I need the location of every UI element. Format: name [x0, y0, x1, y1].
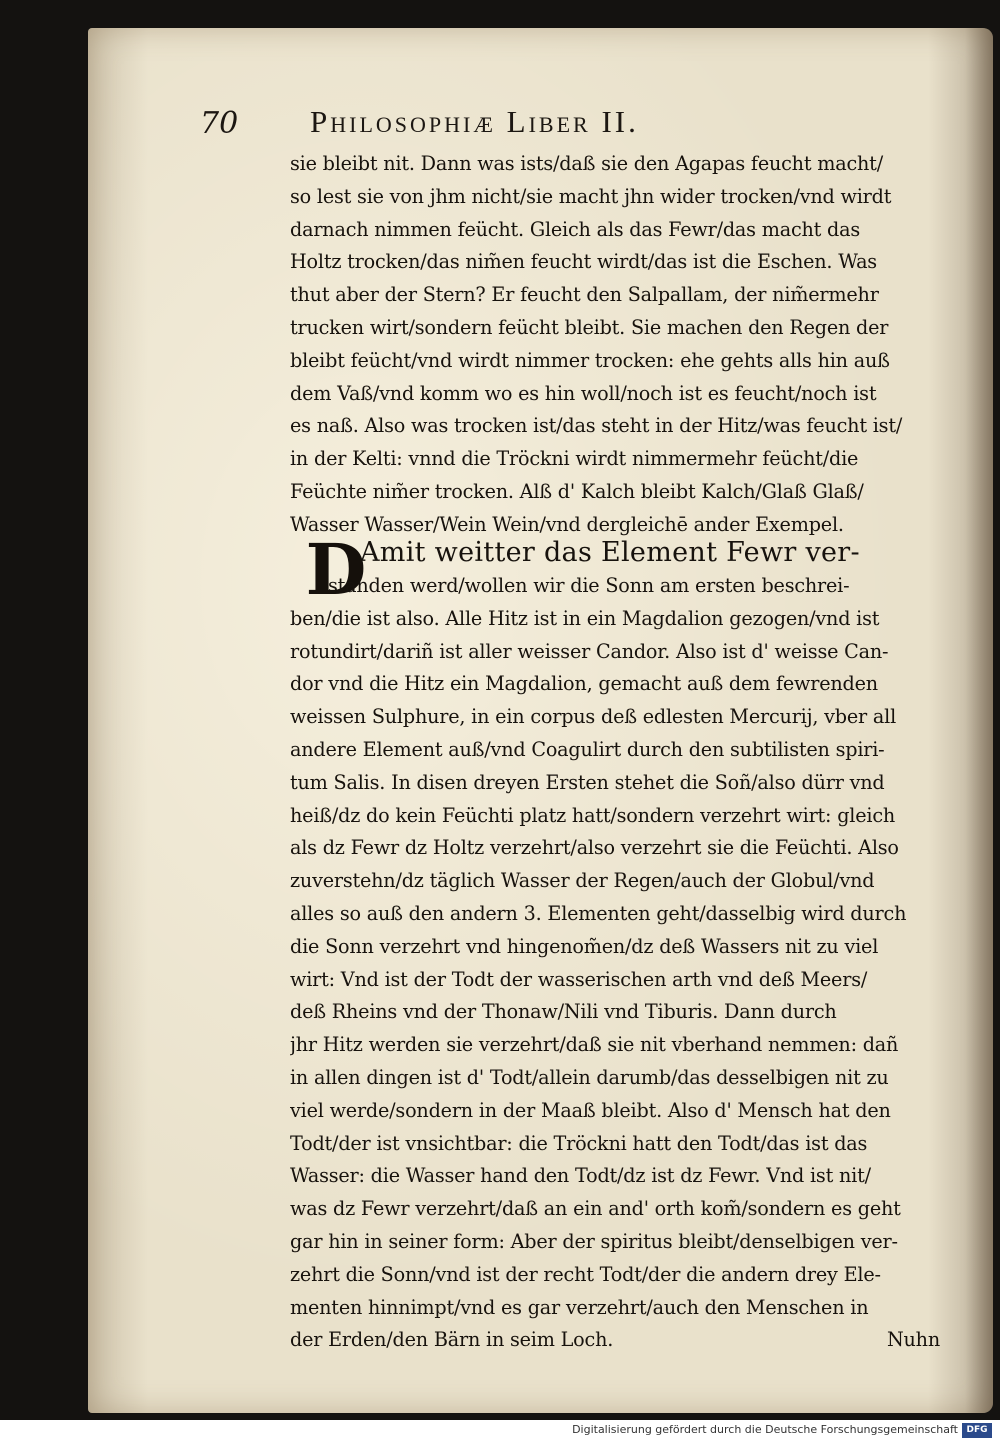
text-line: thut aber der Stern? Er feucht den Salpallam, der nim̃ermehr — [290, 283, 879, 307]
paragraph-2-last-line: der Erden/den Bärn in seim Loch. — [290, 1328, 614, 1352]
funding-credit: Digitalisierung gefördert durch die Deutsche Forschungsgemeinschaft — [572, 1423, 958, 1436]
paragraph-2-second-line: standen werd/wollen wir die Sonn am ersten beschrei- — [328, 574, 850, 597]
text-line: trucken wirt/sondern feücht bleibt. Sie machen den Regen der — [290, 315, 889, 339]
text-line: so lest sie von jhm nicht/sie macht jhn wider trocken/vnd wirdt — [290, 184, 892, 208]
text-line: jhr Hitz werden sie verzehrt/daß sie nit vberhand nemmen: dañ — [290, 1033, 899, 1057]
text-line: alles so auß den andern 3. Elementen geht/dasselbig wird durch — [290, 901, 907, 925]
page-edge-shadow — [965, 28, 993, 1413]
text-line: andere Element auß/vnd Coagulirt durch den subtilisten spiri- — [290, 737, 885, 761]
paragraph-2-lines — [290, 603, 940, 1325]
text-line: gar hin in seiner form: Aber der spiritus bleibt/denselbigen ver- — [290, 1229, 898, 1253]
text-line: in der Kelti: vnnd die Tröckni wirdt nimmermehr feücht/die — [290, 447, 859, 471]
text-line: weissen Sulphure, in ein corpus deß edlesten Mercurij, vber all — [290, 705, 897, 729]
text-line: in allen dingen ist d' Todt/allein darumb/das desselbigen nit zu — [290, 1065, 889, 1089]
text-block — [290, 148, 940, 1352]
text-line: menten hinnimpt/vnd es gar verzehrt/auch den Menschen in — [290, 1295, 869, 1319]
text-line: zehrt die Sonn/vnd ist der recht Todt/der die andern drey Ele- — [290, 1262, 881, 1286]
text-line: dem Vaß/vnd komm wo es hin woll/noch ist es feucht/noch ist — [290, 381, 877, 405]
text-line: Holtz trocken/das nim̃en feucht wirdt/das ist die Eschen. Was — [290, 250, 877, 274]
text-line: darnach nimmen feücht. Gleich als das Fewr/das macht das — [290, 217, 861, 241]
text-line: deß Rheins vnd der Thonaw/Nili vnd Tiburis. Dann durch — [290, 1000, 837, 1024]
text-line: Wasser Wasser/Wein Wein/vnd dergleichē ander Exempel. — [290, 512, 844, 536]
page-header — [200, 104, 820, 144]
paragraph-1 — [290, 148, 940, 542]
paragraph-2-first-line: Amit weitter das Element Fewr ver- — [360, 537, 860, 568]
text-line: heiß/dz do kein Feüchti platz hatt/sondern verzehrt wirt: gleich — [290, 803, 896, 827]
text-line: rotundirt/dariñ ist aller weisser Candor. Also ist d' weisse Can- — [290, 639, 889, 663]
text-line: Wasser: die Wasser hand den Todt/dz ist dz Fewr. Vnd ist nit/ — [290, 1164, 871, 1188]
text-line: ben/die ist also. Alle Hitz ist in ein Magdalion gezogen/vnd ist — [290, 606, 880, 630]
text-line: die Sonn verzehrt vnd hingenom̃en/dz deß Wassers nit zu viel — [290, 934, 879, 958]
dfg-logo: DFG — [962, 1423, 992, 1438]
text-line: dor vnd die Hitz ein Magdalion, gemacht auß dem fewrenden — [290, 672, 878, 696]
text-line: sie bleibt nit. Dann was ists/daß sie den Agapas feucht macht/ — [290, 152, 883, 175]
text-line: Todt/der ist vnsichtbar: die Tröckni hatt den Todt/das ist das — [290, 1131, 868, 1155]
folio-number: 70 — [200, 106, 239, 141]
decorated-initial: D — [305, 528, 367, 611]
text-line: als dz Fewr dz Holtz verzehrt/also verzehrt sie die Feüchti. Also — [290, 836, 899, 860]
text-line: wirt: Vnd ist der Todt der wasserischen arth vnd deß Meers/ — [290, 967, 868, 991]
digitization-footer — [0, 1420, 1000, 1442]
text-line: viel werde/sondern in der Maaß bleibt. Also d' Mensch hat den — [290, 1098, 891, 1122]
catchword: Nuhn — [886, 1328, 940, 1352]
text-line: was dz Fewr verzehrt/daß an ein and' orth kom̃/sondern es geht — [290, 1197, 901, 1221]
text-line: Feüchte nim̃er trocken. Alß d' Kalch bleibt Kalch/Glaß Glaß/ — [290, 479, 864, 503]
running-title: Philosophiæ Liber II. — [310, 104, 639, 139]
text-line: zuverstehn/dz täglich Wasser der Regen/auch der Globul/vnd — [290, 869, 875, 893]
text-line: es naß. Also was trocken ist/das steht in der Hitz/was feucht ist/ — [290, 414, 903, 438]
text-line: tum Salis. In disen dreyen Ersten stehet die Soñ/also dürr vnd — [290, 770, 885, 794]
text-line: bleibt feücht/vnd wirdt nimmer trocken: ehe gehts alls hin auß — [290, 348, 890, 372]
last-line-row — [290, 1324, 940, 1357]
